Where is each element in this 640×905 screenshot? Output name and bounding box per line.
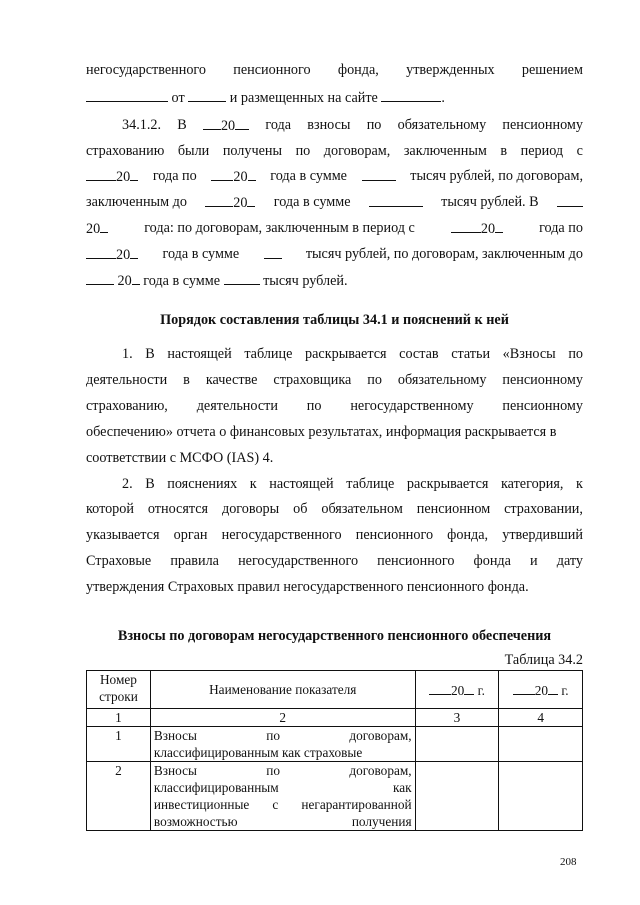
text-span: и размещенных на сайте [229, 90, 378, 106]
column-number: 2 [150, 709, 415, 727]
word: 2. [122, 476, 133, 492]
word: и [530, 553, 538, 569]
row-label-line [154, 762, 412, 779]
word: возможностью [153, 814, 238, 829]
row-number: 1 [87, 727, 151, 762]
word: утвержденных [406, 62, 495, 78]
word: состав [399, 346, 439, 362]
word: с [272, 797, 279, 812]
text-line [122, 345, 583, 363]
text-line [86, 61, 583, 79]
word: были [177, 143, 210, 159]
contributions-table [86, 670, 583, 831]
text-line: утверждения Страховых правил негосударственного пенсионного фонда. [86, 579, 529, 595]
column-number: 3 [415, 709, 499, 727]
word: «Взносы [502, 346, 556, 362]
text-line [86, 526, 583, 544]
word: пенсионном [416, 501, 491, 517]
text-line [86, 552, 583, 570]
row-label-line [154, 813, 412, 830]
word: таблице [346, 476, 395, 492]
word: договорам, [323, 143, 391, 159]
word: негосударственного [238, 553, 359, 569]
word: страховании, [504, 501, 583, 517]
word: настоящей [269, 476, 334, 492]
word: по [568, 346, 583, 362]
table-header-row [87, 671, 583, 709]
word: период [520, 143, 564, 159]
text-line [86, 371, 583, 389]
text-line: 20 года в сумме тысяч рублей. [86, 271, 583, 290]
text-span: . [441, 90, 445, 106]
word: договоры [221, 501, 280, 517]
word: дату [556, 553, 583, 569]
text-line: 20 года: по договорам, заключенным в период с 20 года по [86, 220, 583, 237]
word: к [576, 476, 583, 492]
text-line [122, 116, 583, 135]
word: пенсионного [233, 62, 311, 78]
text-line [122, 475, 583, 493]
word: Взносы [153, 728, 197, 743]
word: к [249, 476, 257, 492]
word: по [367, 372, 382, 388]
row-label-line [154, 727, 412, 744]
word: раскрывается [406, 476, 489, 492]
row-number: 2 [87, 762, 151, 831]
word: по [266, 763, 281, 778]
word: в [183, 372, 190, 388]
table-heading: Взносы по договорам негосударственного пенсионного обеспечения [117, 628, 552, 644]
word: в [500, 143, 508, 159]
word: страхованию [86, 143, 165, 159]
col-year1-header: 20 г. [415, 671, 499, 709]
word: статьи [451, 346, 491, 362]
word: с [576, 143, 583, 159]
word: классифицированным [153, 780, 279, 795]
row-label [150, 727, 415, 762]
text-span: от [171, 90, 185, 106]
word: деятельности [196, 398, 278, 414]
col-name-header: Наименование показателя [150, 671, 415, 709]
section-heading: Порядок составления таблицы 34.1 и пояснений к ней [160, 312, 509, 328]
word: пенсионного [355, 527, 434, 543]
row-label [150, 762, 415, 831]
value-cell [499, 727, 583, 762]
table-row [87, 727, 583, 762]
text-line: 20 года по 20 года в сумме тысяч рублей, по договорам, [86, 167, 583, 186]
word: взносы [307, 117, 351, 133]
value-cell [415, 727, 499, 762]
word: классифицированным как страховые [153, 745, 363, 760]
word: фонда, [337, 62, 379, 78]
word: инвестиционные [153, 797, 250, 812]
word: страхованию, [86, 398, 168, 414]
text-line: обеспечению» отчета о финансовых результатах, информация раскрывается в [86, 424, 557, 440]
word: договорам, [349, 728, 412, 743]
word: правила [170, 553, 219, 569]
word: пояснениях [167, 476, 238, 492]
word: как [393, 780, 412, 795]
word: страховщика [273, 372, 352, 388]
word: качестве [205, 372, 258, 388]
word: орган [173, 527, 208, 543]
word: договорам, [349, 763, 412, 778]
table-row [87, 762, 583, 831]
column-number: 1 [87, 709, 151, 727]
word: об [293, 501, 308, 517]
word: таблице [244, 346, 293, 362]
column-number: 4 [499, 709, 583, 727]
word: раскрывается [305, 346, 387, 362]
word: указывается [86, 527, 160, 543]
word: относятся [147, 501, 209, 517]
word: получения [351, 814, 412, 829]
row-label-line [154, 744, 412, 761]
row-label-line [154, 796, 412, 813]
word: В [145, 476, 155, 492]
word: решением [521, 62, 583, 78]
word: по [366, 117, 382, 133]
page-number: 208 [560, 856, 577, 868]
word: Страховые [86, 553, 152, 569]
word: В [177, 117, 187, 133]
word: по [306, 398, 322, 414]
word: получены [222, 143, 283, 159]
col-year2-header: 20 г. [499, 671, 583, 709]
text-line [86, 500, 583, 518]
text-line: соответствии с МСФО (IAS) 4. [86, 450, 274, 466]
table-column-numbers-row [87, 709, 583, 727]
word: негосударственному [350, 398, 474, 414]
word: обязательному [397, 372, 487, 388]
word: обязательном [321, 501, 403, 517]
word: пенсионному [502, 398, 583, 414]
text-line [86, 88, 583, 107]
value-cell [499, 762, 583, 831]
word: 1. [122, 346, 133, 362]
word: утвердивший [502, 527, 583, 543]
word: заключенным [403, 143, 487, 159]
word: настоящей [167, 346, 232, 362]
table-number: Таблица 34.2 [504, 652, 583, 668]
row-label-line [154, 779, 412, 796]
word: фонда, [447, 527, 489, 543]
word: негарантированной [301, 797, 412, 812]
text-line [86, 397, 583, 415]
word: по [295, 143, 311, 159]
word: категория, [501, 476, 564, 492]
value-cell [415, 762, 499, 831]
word: года [265, 117, 292, 133]
word: которой [86, 501, 134, 517]
word: 20 [203, 116, 249, 135]
word: пенсионному [502, 372, 583, 388]
word: 34.1.2. [122, 117, 162, 133]
text-line: 20 года в сумме тысяч рублей, по договорам, заключенным до [86, 245, 583, 264]
word: деятельности [86, 372, 168, 388]
word: пенсионного [377, 553, 455, 569]
word: пенсионному [502, 117, 583, 133]
text-line: заключенным до 20 года в сумме тысяч рублей. В [86, 193, 583, 212]
word: негосударственного [86, 62, 206, 78]
text-line [86, 142, 583, 160]
word: В [145, 346, 155, 362]
word: по [266, 728, 281, 743]
word: негосударственного [221, 527, 342, 543]
col-number-header: Номер строки [87, 671, 151, 709]
word: обязательному [397, 117, 487, 133]
word: фонда [473, 553, 511, 569]
word: Взносы [153, 763, 197, 778]
